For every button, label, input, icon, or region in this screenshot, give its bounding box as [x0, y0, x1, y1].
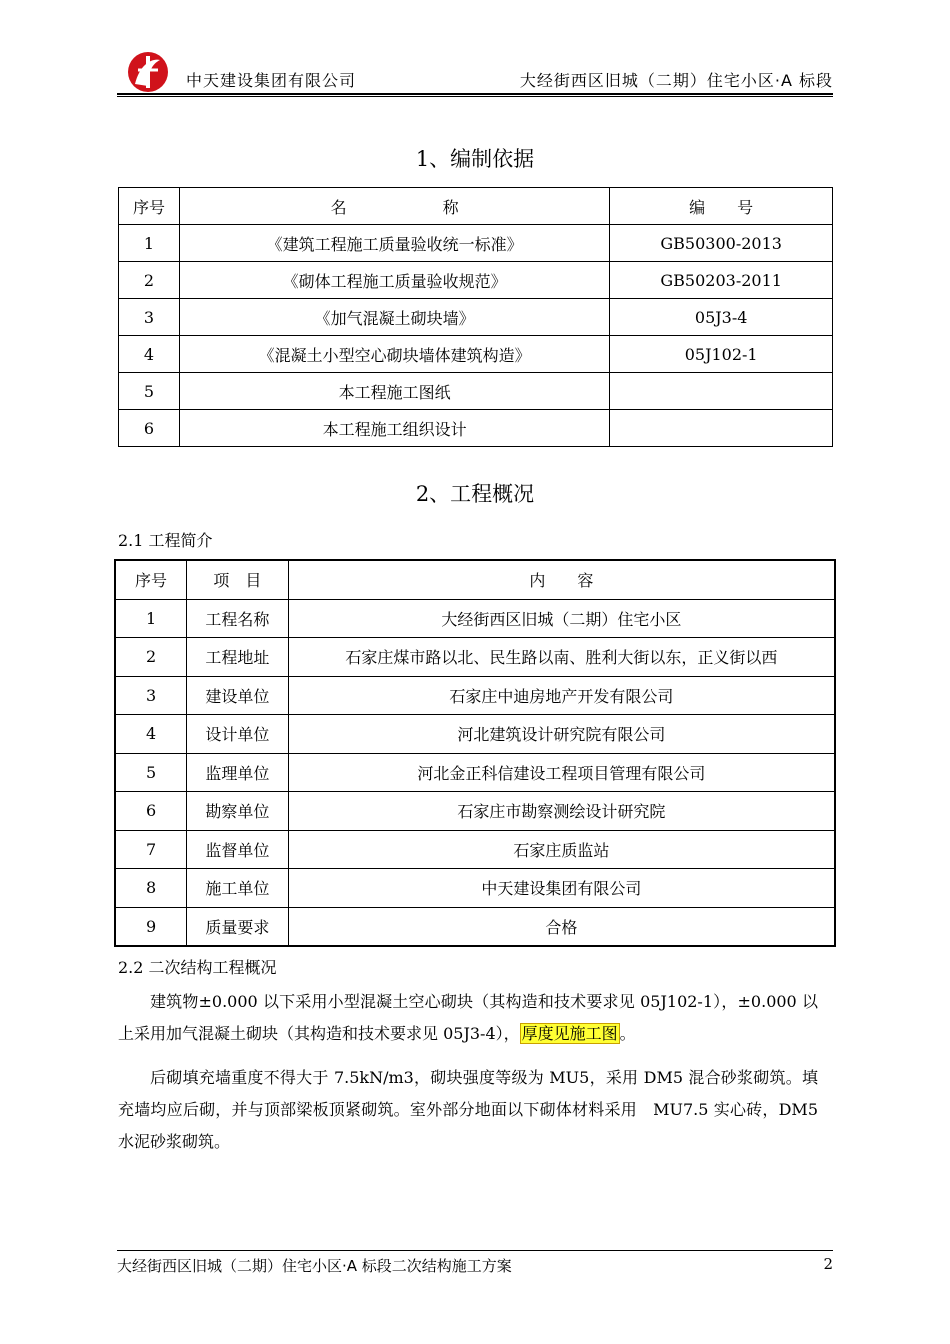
table-row: [115, 638, 835, 677]
table-row: [115, 830, 835, 869]
highlighted-text: 厚度见施工图: [521, 1024, 618, 1043]
cell: 河北金正科信建设工程项目管理有限公司: [288, 753, 835, 792]
cell: 工程地址: [187, 638, 289, 677]
cell: 设计单位: [187, 715, 289, 754]
cell: 2: [115, 638, 187, 677]
cell: GB50300-2013: [610, 225, 833, 262]
table-row: [115, 792, 835, 831]
cell: 5: [115, 753, 187, 792]
cell: 4: [115, 715, 187, 754]
table-row: [115, 753, 835, 792]
cell: 大经街西区旧城（二期）住宅小区: [288, 599, 835, 638]
cell: 勘察单位: [187, 792, 289, 831]
header-cell: 序号: [115, 560, 187, 599]
cell: 施工单位: [187, 869, 289, 908]
cell: 《加气混凝土砌块墙》: [179, 299, 609, 336]
table-row: [115, 869, 835, 908]
header-cell: 名 称: [179, 188, 609, 225]
cell: 4: [119, 336, 180, 373]
cell: 3: [115, 676, 187, 715]
paragraph-text: 建筑物±0.000 以下采用小型混凝土空心砌块（其构造和技术要求见 05J102-1），±0.000 以上采用加气混凝土砌块（其构造和技术要求见 05J3-4），: [118, 992, 818, 1043]
section1-title: 1、编制依据: [415, 147, 535, 171]
cell: 石家庄中迪房地产开发有限公司: [288, 676, 835, 715]
cell: 8: [115, 869, 187, 908]
basis-table: [118, 187, 833, 447]
header-company: 中天建设集团有限公司: [186, 71, 357, 90]
page-number: 2: [823, 1255, 833, 1273]
table-row: [119, 410, 833, 447]
cell: 本工程施工图纸: [179, 373, 609, 410]
header-rule-thin: [117, 96, 833, 97]
cell: 石家庄煤市路以北、民生路以南、胜利大街以东，正义街以西: [288, 638, 835, 677]
table-row: [115, 676, 835, 715]
header-cell: 编 号: [610, 188, 833, 225]
header-cell: 序号: [119, 188, 180, 225]
table-row: [119, 262, 833, 299]
cell: 6: [115, 792, 187, 831]
section2-title: 2、工程概况: [415, 482, 535, 506]
table-header-row: [115, 560, 835, 599]
table-row: [119, 225, 833, 262]
cell: 监督单位: [187, 830, 289, 869]
cell: 6: [119, 410, 180, 447]
cell: 9: [115, 907, 187, 946]
cell: GB50203-2011: [610, 262, 833, 299]
cell: 7: [115, 830, 187, 869]
overview-table: [114, 559, 836, 947]
cell: 中天建设集团有限公司: [288, 869, 835, 908]
table-row: [119, 299, 833, 336]
company-logo: [126, 50, 170, 94]
cell: [610, 410, 833, 447]
paragraph: [118, 986, 818, 1050]
cell: 《砌体工程施工质量验收规范》: [179, 262, 609, 299]
paragraph-text: 。: [619, 1024, 636, 1043]
cell: 《建筑工程施工质量验收统一标准》: [179, 225, 609, 262]
cell: 05J3-4: [610, 299, 833, 336]
cell: 1: [115, 599, 187, 638]
table-header-row: [119, 188, 833, 225]
table-row: [119, 336, 833, 373]
cell: 3: [119, 299, 180, 336]
header-cell: 项 目: [187, 560, 289, 599]
table-row: [119, 373, 833, 410]
footer-rule: [117, 1250, 833, 1251]
cell: 工程名称: [187, 599, 289, 638]
cell: 质量要求: [187, 907, 289, 946]
cell: 5: [119, 373, 180, 410]
cell: 河北建筑设计研究院有限公司: [288, 715, 835, 754]
footer-title: 大经街西区旧城（二期）住宅小区·A 标段二次结构施工方案: [117, 1257, 512, 1275]
cell: 建设单位: [187, 676, 289, 715]
table-row: [115, 599, 835, 638]
cell: 监理单位: [187, 753, 289, 792]
cell: [610, 373, 833, 410]
cell: 《混凝土小型空心砌块墙体建筑构造》: [179, 336, 609, 373]
header-cell: 内 容: [288, 560, 835, 599]
cell: 合格: [288, 907, 835, 946]
cell: 石家庄质监站: [288, 830, 835, 869]
cell: 本工程施工组织设计: [179, 410, 609, 447]
subsection-title: 2.1 工程简介: [118, 531, 213, 550]
table-row: [115, 907, 835, 946]
cell: 1: [119, 225, 180, 262]
paragraph: 后砌填充墙重度不得大于 7.5kN/m3，砌块强度等级为 MU5，采用 DM5 混合砂浆砌筑。填充墙均应后砌，并与顶部梁板顶紧砌筑。室外部分地面以下砌体材料采用 MU7.5 实心砖，DM5 水泥砂浆砌筑。: [118, 1068, 818, 1151]
cell: 石家庄市勘察测绘设计研究院: [288, 792, 835, 831]
header-rule: [117, 93, 833, 95]
cell: 05J102-1: [610, 336, 833, 373]
header-project: 大经街西区旧城（二期）住宅小区·A 标段: [519, 71, 833, 90]
table-row: [115, 715, 835, 754]
cell: 2: [119, 262, 180, 299]
subsection-title: 2.2 二次结构工程概况: [118, 958, 277, 977]
